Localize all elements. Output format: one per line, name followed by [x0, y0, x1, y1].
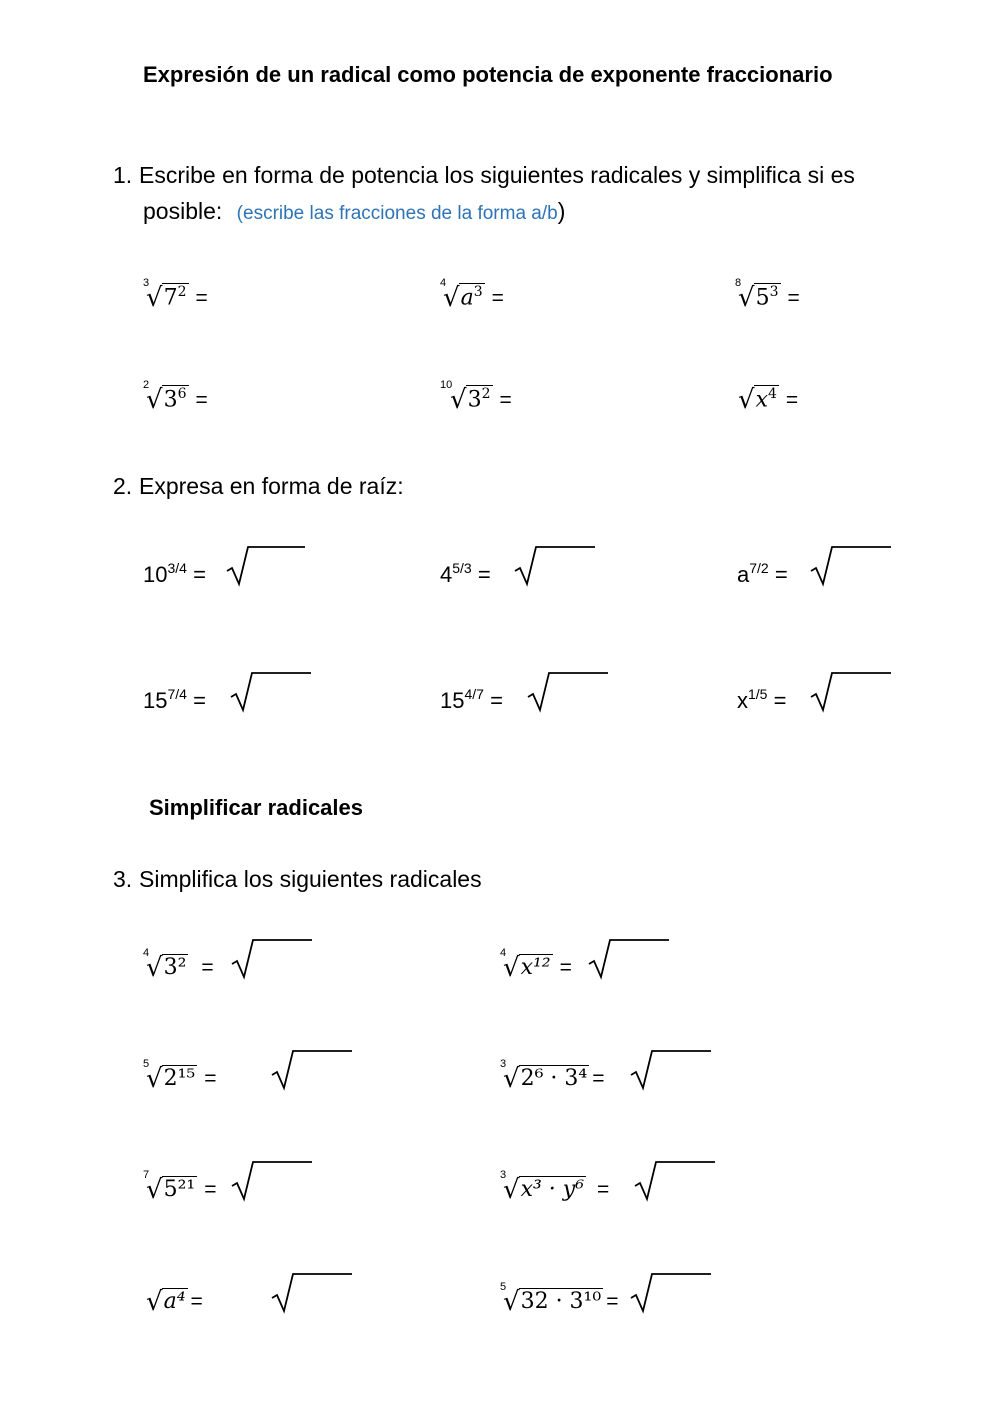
radical-exponent: 3 [769, 284, 779, 300]
equals-sign: = [195, 388, 208, 412]
blank-root-answer[interactable] [810, 670, 892, 714]
radical-index: 10 [440, 379, 453, 391]
power-exponent: 5/3 [452, 560, 472, 576]
power-base: 4 [440, 562, 453, 587]
question-3-text: Simplifica los siguientes radicales [139, 866, 482, 892]
radical-base: 5 [755, 285, 770, 311]
power-base: 15 [143, 688, 168, 713]
q1-item-1 [143, 277, 208, 314]
question-2 [113, 468, 404, 504]
equals-sign: = [477, 562, 491, 587]
radical-index: 8 [735, 277, 742, 289]
equals-sign: = [193, 562, 206, 587]
blank-root-answer[interactable] [271, 1271, 353, 1315]
equals-sign: = [592, 1067, 605, 1090]
radical-content: 5²¹ [163, 1177, 196, 1202]
equals-sign: = [774, 562, 788, 587]
q3-item-7 [143, 1287, 203, 1317]
blank-root-answer[interactable] [630, 1271, 712, 1315]
section-heading: Simplificar radicales [149, 795, 363, 820]
page-title: Expresión de un radical como potencia de exponente fraccionario [143, 62, 833, 87]
power-base: 15 [440, 688, 465, 713]
radical-exponent: 2 [177, 284, 187, 300]
radical-index: 2 [143, 379, 150, 391]
q2-item-2 [440, 560, 491, 588]
question-1-hint: (escribe las fracciones de la forma a/b [236, 203, 558, 224]
blank-root-answer[interactable] [514, 544, 596, 588]
radical-exponent: 2 [481, 386, 491, 402]
radical-index: 4 [440, 277, 447, 289]
q3-item-6 [500, 1169, 610, 1205]
radical-base: 7 [163, 285, 178, 311]
q3-item-2 [500, 947, 572, 983]
radical-content: a⁴ [163, 1289, 186, 1314]
radical-sign-icon: √ [146, 385, 163, 416]
radical-sign-icon: √ [146, 283, 163, 314]
equals-sign: = [559, 956, 572, 979]
power-base: a [737, 562, 750, 587]
q3-item-8 [500, 1281, 619, 1317]
question-3 [113, 861, 482, 897]
radical-sign-icon: √ [503, 953, 520, 983]
q2-item-6 [737, 686, 786, 714]
radical-sign-icon: √ [443, 283, 460, 314]
q3-item-4 [500, 1058, 605, 1094]
question-2-number: 2. [113, 473, 133, 499]
power-exponent: 1/5 [748, 686, 768, 702]
power-exponent: 7/2 [749, 560, 769, 576]
blank-root-answer[interactable] [231, 1159, 313, 1203]
power-base: x [737, 688, 748, 713]
radical-content: x¹² [520, 955, 551, 980]
power-exponent: 4/7 [464, 686, 484, 702]
radical-index: 5 [143, 1058, 150, 1070]
radical-content: 3² [163, 955, 187, 980]
radical-base: x [755, 387, 768, 413]
radical-index: 3 [143, 277, 150, 289]
blank-root-answer[interactable] [634, 1159, 716, 1203]
blank-root-answer[interactable] [527, 670, 609, 714]
radical-exponent: 4 [768, 386, 777, 402]
radical-sign-icon: √ [146, 1175, 163, 1205]
radical-index: 7 [143, 1169, 150, 1181]
blank-root-answer[interactable] [230, 670, 312, 714]
radical-index: 4 [500, 947, 507, 959]
blank-root-answer[interactable] [588, 937, 670, 981]
equals-sign: = [787, 286, 800, 310]
power-exponent: 7/4 [167, 686, 187, 702]
equals-sign: = [490, 688, 503, 713]
power-base: 10 [143, 562, 168, 587]
radical-sign-icon: √ [738, 385, 755, 416]
radical-exponent: 3 [473, 284, 483, 300]
power-exponent: 3/4 [167, 560, 187, 576]
radical-content: x³ · y⁶ [520, 1177, 585, 1202]
blank-root-answer[interactable] [630, 1048, 712, 1092]
question-1-hint-close: ) [557, 198, 566, 224]
equals-sign: = [785, 388, 799, 412]
q2-item-3 [737, 560, 788, 588]
question-1-text-line1: Escribe en forma de potencia los siguientes radicales y simplifica si es [139, 162, 855, 188]
radical-sign-icon: √ [450, 385, 467, 416]
q1-item-2 [440, 277, 504, 314]
q2-item-4 [143, 686, 206, 714]
q1-item-5 [440, 379, 512, 416]
equals-sign: = [491, 286, 504, 310]
radical-sign-icon: √ [146, 953, 163, 983]
radical-index: 4 [143, 947, 150, 959]
q3-item-3 [143, 1058, 217, 1094]
equals-sign: = [597, 1178, 610, 1201]
radical-sign-icon: √ [738, 283, 755, 314]
q1-item-6 [735, 385, 798, 415]
q3-item-5 [143, 1169, 217, 1205]
blank-root-answer[interactable] [226, 544, 306, 588]
radical-content: 2¹⁵ [163, 1066, 196, 1091]
blank-root-answer[interactable] [810, 544, 892, 588]
q3-item-1 [143, 947, 214, 983]
question-1-line2 [143, 193, 565, 232]
equals-sign: = [201, 956, 214, 979]
radical-base: a [460, 285, 474, 311]
question-1 [113, 157, 855, 193]
radical-sign-icon: √ [503, 1064, 520, 1094]
equals-sign: = [606, 1290, 619, 1313]
equals-sign: = [195, 286, 208, 310]
radical-index: 5 [500, 1281, 507, 1293]
radical-sign-icon: √ [146, 1287, 163, 1317]
equals-sign: = [499, 388, 512, 412]
radical-content: 2⁶ · 3⁴ [520, 1066, 588, 1091]
equals-sign: = [204, 1178, 217, 1201]
question-3-number: 3. [113, 866, 133, 892]
radical-sign-icon: √ [146, 1064, 163, 1094]
equals-sign: = [193, 688, 206, 713]
radical-exponent: 6 [177, 386, 187, 402]
radical-sign-icon: √ [503, 1175, 520, 1205]
question-1-number: 1. [113, 162, 133, 188]
blank-root-answer[interactable] [231, 937, 313, 981]
equals-sign: = [773, 688, 787, 713]
radical-base: 3 [163, 387, 178, 413]
radical-index: 3 [500, 1169, 507, 1181]
radical-content: 32 · 3¹⁰ [520, 1289, 602, 1314]
radical-index: 3 [500, 1058, 507, 1070]
q1-item-3 [735, 277, 800, 314]
radical-sign-icon: √ [503, 1287, 520, 1317]
q2-item-5 [440, 686, 503, 714]
question-1-text-line2: posible: [143, 198, 223, 224]
q1-item-4 [143, 379, 208, 416]
equals-sign: = [190, 1290, 203, 1313]
radical-base: 3 [467, 387, 482, 413]
blank-root-answer[interactable] [271, 1048, 353, 1092]
q2-item-1 [143, 560, 206, 588]
equals-sign: = [204, 1067, 217, 1090]
question-2-text: Expresa en forma de raíz: [139, 473, 404, 499]
